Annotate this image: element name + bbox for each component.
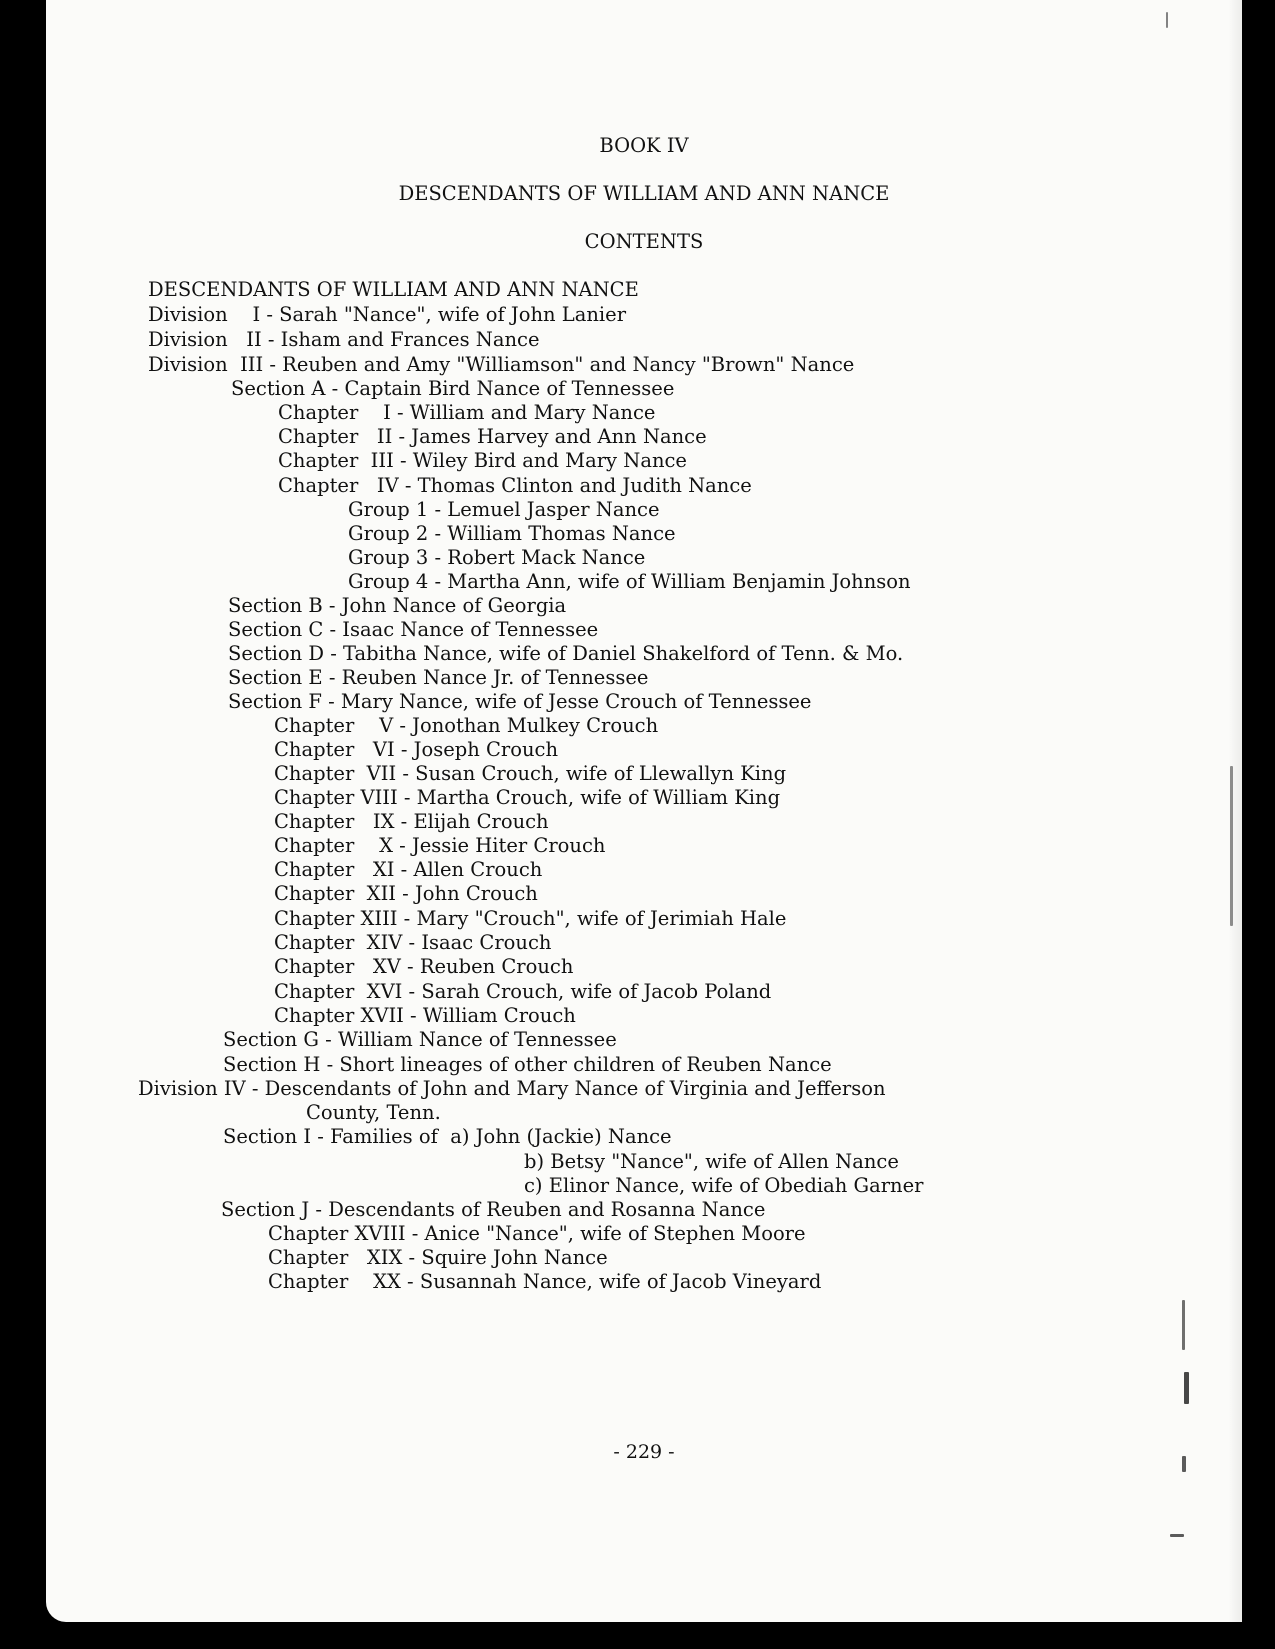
toc-entry: Chapter XVIII - Anice "Nance", wife of Stephen Moore bbox=[268, 1222, 806, 1245]
scan-artifact bbox=[1166, 12, 1168, 28]
toc-entry: Section C - Isaac Nance of Tennessee bbox=[228, 618, 599, 641]
toc-entry: Section E - Reuben Nance Jr. of Tennessee bbox=[228, 666, 649, 689]
toc-entry: DESCENDANTS OF WILLIAM AND ANN NANCE bbox=[148, 278, 639, 301]
toc-entry: Chapter V - Jonothan Mulkey Crouch bbox=[274, 714, 659, 737]
toc-entry: Division IV - Descendants of John and Mary Nance of Virginia and Jefferson bbox=[138, 1077, 886, 1100]
toc-entry: Chapter XIX - Squire John Nance bbox=[268, 1246, 608, 1269]
toc-entry: Division I - Sarah "Nance", wife of John Lanier bbox=[148, 303, 627, 326]
toc-entry: Section B - John Nance of Georgia bbox=[228, 594, 567, 617]
toc-entry: Group 1 - Lemuel Jasper Nance bbox=[348, 498, 660, 521]
toc-entry: Division III - Reuben and Amy "Williamson" and Nancy "Brown" Nance bbox=[148, 353, 855, 376]
toc-entry: Chapter III - Wiley Bird and Mary Nance bbox=[278, 449, 687, 472]
scan-artifact bbox=[1230, 766, 1233, 926]
scan-artifact bbox=[1170, 1534, 1184, 1537]
toc-entry: b) Betsy "Nance", wife of Allen Nance bbox=[524, 1150, 899, 1173]
toc-entry: Section J - Descendants of Reuben and Rosanna Nance bbox=[221, 1198, 766, 1221]
toc-entry: Division II - Isham and Frances Nance bbox=[148, 328, 540, 351]
toc-entry: Chapter XVI - Sarah Crouch, wife of Jacob Poland bbox=[274, 980, 772, 1003]
page-title: DESCENDANTS OF WILLIAM AND ANN NANCE bbox=[398, 182, 890, 205]
toc-entry: Chapter XIV - Isaac Crouch bbox=[274, 931, 552, 954]
toc-entry: Chapter XVII - William Crouch bbox=[274, 1004, 576, 1027]
toc-entry: Group 4 - Martha Ann, wife of William Benjamin Johnson bbox=[348, 570, 911, 593]
toc-entry: c) Elinor Nance, wife of Obediah Garner bbox=[524, 1174, 924, 1197]
toc-entry: Chapter IV - Thomas Clinton and Judith Nance bbox=[278, 474, 752, 497]
toc-entry: Section H - Short lineages of other children of Reuben Nance bbox=[223, 1053, 832, 1076]
toc-entry: Section F - Mary Nance, wife of Jesse Crouch of Tennessee bbox=[228, 690, 812, 713]
toc-entry: Group 3 - Robert Mack Nance bbox=[348, 546, 646, 569]
toc-entry: Chapter XI - Allen Crouch bbox=[274, 858, 543, 881]
toc-entry: Section D - Tabitha Nance, wife of Daniel Shakelford of Tenn. & Mo. bbox=[228, 642, 904, 665]
toc-entry: Chapter VIII - Martha Crouch, wife of William King bbox=[274, 786, 781, 809]
toc-entry: Group 2 - William Thomas Nance bbox=[348, 522, 676, 545]
toc-entry: Chapter XII - John Crouch bbox=[274, 882, 538, 905]
toc-entry: Chapter VI - Joseph Crouch bbox=[274, 738, 559, 761]
toc-entry: Chapter IX - Elijah Crouch bbox=[274, 810, 549, 833]
page-number: - 229 - bbox=[613, 1441, 675, 1463]
contents-heading: CONTENTS bbox=[584, 230, 704, 253]
toc-entry: Chapter XV - Reuben Crouch bbox=[274, 955, 574, 978]
scan-artifact bbox=[1182, 1300, 1185, 1350]
scan-artifact bbox=[1182, 1456, 1186, 1472]
toc-entry: Chapter VII - Susan Crouch, wife of Llewallyn King bbox=[274, 762, 787, 785]
toc-entry: Chapter II - James Harvey and Ann Nance bbox=[278, 425, 707, 448]
scanned-page bbox=[46, 0, 1242, 1622]
toc-entry: Chapter XX - Susannah Nance, wife of Jacob Vineyard bbox=[268, 1270, 822, 1293]
toc-entry: County, Tenn. bbox=[306, 1101, 441, 1124]
toc-entry: Chapter X - Jessie Hiter Crouch bbox=[274, 834, 606, 857]
toc-entry: Chapter XIII - Mary "Crouch", wife of Jerimiah Hale bbox=[274, 907, 787, 930]
book-heading: BOOK IV bbox=[599, 134, 689, 157]
toc-entry: Section G - William Nance of Tennessee bbox=[223, 1028, 617, 1051]
toc-entry: Section I - Families of a) John (Jackie) Nance bbox=[223, 1125, 672, 1148]
toc-entry: Chapter I - William and Mary Nance bbox=[278, 401, 656, 424]
scan-artifact bbox=[1184, 1372, 1189, 1404]
toc-entry: Section A - Captain Bird Nance of Tennessee bbox=[231, 377, 675, 400]
